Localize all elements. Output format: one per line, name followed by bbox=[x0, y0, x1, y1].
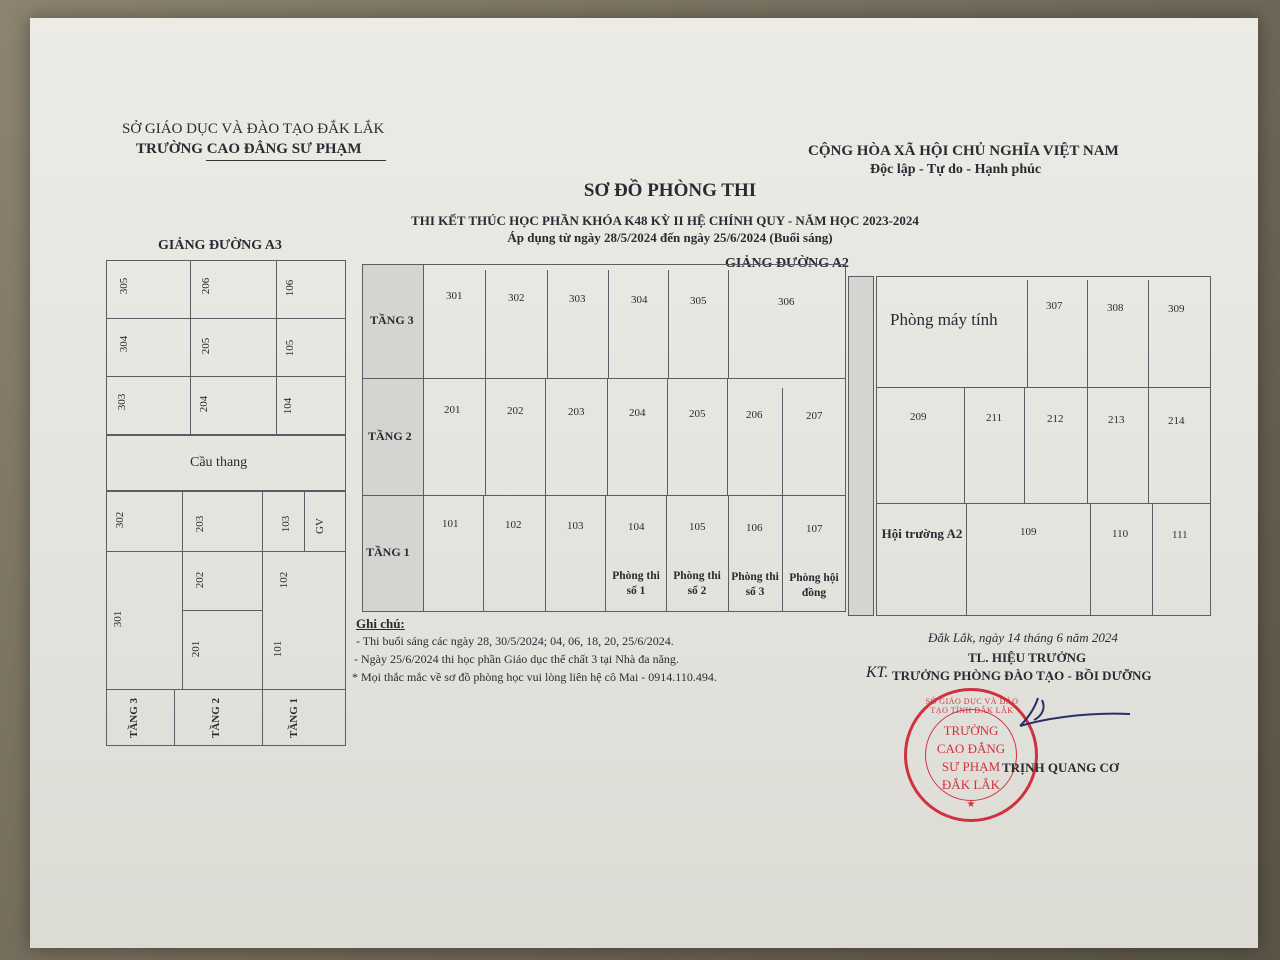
a2-room: 110 bbox=[1112, 528, 1129, 540]
a3-room: 104 bbox=[282, 397, 294, 415]
a2-room: 304 bbox=[631, 294, 648, 306]
department-name: SỞ GIÁO DỤC VÀ ĐÀO TẠO ĐẮK LẮK bbox=[122, 121, 385, 137]
school-underline bbox=[206, 160, 386, 161]
a3-divider bbox=[190, 260, 191, 435]
a2-room: 207 bbox=[806, 410, 823, 422]
a2-divider bbox=[362, 378, 846, 379]
a2-room: 302 bbox=[508, 292, 525, 304]
a2-divider bbox=[605, 495, 606, 612]
a2-room: 206 bbox=[746, 409, 763, 421]
applicable-dates: Áp dụng từ ngày 28/5/2024 đến ngày 25/6/2024 (Buổi sáng) bbox=[507, 230, 833, 245]
a2-room: 211 bbox=[986, 412, 1003, 424]
a2-room: 303 bbox=[569, 293, 586, 305]
a3-room: 203 bbox=[194, 515, 206, 533]
a3-gv: GV bbox=[314, 518, 326, 534]
a3-room: 302 bbox=[114, 511, 126, 529]
a3-divider bbox=[106, 376, 346, 377]
a2-divider bbox=[608, 270, 609, 378]
a2-floor-label: TẦNG 2 bbox=[368, 429, 412, 443]
a2-room: 209 bbox=[910, 411, 927, 423]
republic-title: CỘNG HÒA XÃ HỘI CHỦ NGHĨA VIỆT NAM bbox=[808, 143, 1119, 159]
a2-room: 309 bbox=[1168, 303, 1185, 315]
a3-upper-block bbox=[106, 260, 346, 435]
a3-room: 206 bbox=[200, 277, 212, 295]
a3-title: GIẢNG ĐƯỜNG A3 bbox=[158, 238, 282, 253]
a2-divider bbox=[607, 378, 608, 495]
signer-role: TRƯỞNG PHÒNG ĐÀO TẠO - BỒI DƯỠNG bbox=[892, 668, 1152, 683]
a3-lower-block bbox=[106, 491, 346, 746]
a3-divider bbox=[182, 610, 262, 611]
a2-room: 301 bbox=[446, 290, 463, 302]
a3-room: 101 bbox=[272, 640, 284, 658]
a2-room: 214 bbox=[1168, 415, 1185, 427]
a3-room: 204 bbox=[198, 395, 210, 413]
a2-room: 104 bbox=[628, 521, 645, 533]
a3-floor-label: TẦNG 3 bbox=[128, 697, 140, 739]
a2-divider bbox=[728, 495, 729, 612]
a2-room: 305 bbox=[690, 295, 707, 307]
a2-room: 105 bbox=[689, 521, 706, 533]
motto: Độc lập - Tự do - Hạnh phúc bbox=[870, 162, 1042, 177]
a3-room: 105 bbox=[284, 339, 296, 357]
room-label: Phòng hội đồng bbox=[789, 572, 839, 599]
a2-divider bbox=[728, 270, 729, 378]
a3-room: 205 bbox=[200, 337, 212, 355]
a2-room: 107 bbox=[806, 523, 823, 535]
a2-divider bbox=[667, 378, 668, 495]
school-name: TRƯỜNG CAO ĐẲNG SƯ PHẠM bbox=[136, 141, 362, 157]
a2-divider bbox=[876, 503, 1211, 504]
note-line: * Mọi thắc mắc về sơ đồ phòng học vui lòng liên hệ cô Mai - 0914.110.494. bbox=[352, 670, 717, 684]
a3-divider bbox=[106, 551, 346, 552]
hall-label: Hội trường A2 bbox=[881, 526, 963, 541]
a2-divider bbox=[485, 378, 486, 495]
a2-divider bbox=[483, 495, 484, 612]
a2-divider bbox=[1152, 503, 1153, 616]
a2-room: 212 bbox=[1047, 413, 1064, 425]
signing-date: Đắk Lắk, ngày 14 tháng 6 năm 2024 bbox=[928, 630, 1118, 645]
a2-room: 102 bbox=[505, 519, 522, 531]
a3-divider bbox=[262, 491, 263, 746]
a2-room: 111 bbox=[1172, 529, 1188, 541]
signer-name: TRỊNH QUANG CƠ bbox=[1002, 760, 1120, 775]
room-label: Phòng thi số 3 bbox=[731, 571, 779, 598]
a2-room: 202 bbox=[507, 405, 524, 417]
a2-divider bbox=[485, 270, 486, 378]
a3-divider bbox=[106, 689, 346, 690]
a2-divider bbox=[964, 387, 965, 503]
a2-divider bbox=[1027, 280, 1028, 387]
a3-room: 303 bbox=[116, 393, 128, 411]
a2-divider bbox=[782, 495, 783, 612]
page-title: SƠ ĐỒ PHÒNG THI bbox=[583, 180, 757, 201]
note-line: - Ngày 25/6/2024 thi học phần Giáo dục thể chất 3 tại Nhà đa năng. bbox=[354, 652, 679, 666]
signing-authority: TL. HIỆU TRƯỞNG bbox=[968, 650, 1087, 665]
a2-divider bbox=[727, 378, 728, 495]
stamp-text: TRƯỜNG bbox=[943, 723, 999, 738]
a3-room: 202 bbox=[194, 571, 206, 589]
a3-divider bbox=[182, 491, 183, 689]
a3-room: 106 bbox=[284, 279, 296, 297]
a2-room: 308 bbox=[1107, 302, 1124, 314]
a2-room: 213 bbox=[1108, 414, 1125, 426]
a2-divider bbox=[782, 388, 783, 495]
a2-room: 103 bbox=[567, 520, 584, 532]
a2-divider bbox=[1024, 387, 1025, 503]
computer-lab-label: Phòng máy tính bbox=[890, 310, 998, 329]
a2-divider bbox=[666, 495, 667, 612]
a2-room: 204 bbox=[629, 407, 646, 419]
a3-floor-label: TẦNG 2 bbox=[210, 697, 222, 739]
a2-room: 205 bbox=[689, 408, 706, 420]
a2-divider bbox=[966, 503, 967, 616]
a2-divider bbox=[1148, 280, 1149, 387]
stairs-label: Cầu thang bbox=[190, 455, 248, 470]
a2-floor-label: TẦNG 1 bbox=[366, 545, 410, 559]
a2-divider bbox=[1087, 387, 1088, 503]
a2-divider bbox=[876, 387, 1211, 388]
a2-floor-label: TẦNG 3 bbox=[370, 313, 414, 327]
a2-corridor bbox=[848, 276, 874, 616]
stamp-text: CAO ĐẲNG bbox=[936, 741, 1006, 756]
a2-room: 201 bbox=[444, 404, 461, 416]
a2-room: 109 bbox=[1020, 526, 1037, 538]
notes-title: Ghi chú: bbox=[356, 616, 405, 631]
a3-divider bbox=[276, 260, 277, 435]
a3-floor-label: TẦNG 1 bbox=[288, 697, 300, 739]
a3-divider bbox=[106, 318, 346, 319]
a2-divider bbox=[668, 270, 669, 378]
a3-divider bbox=[304, 491, 305, 551]
a2-room: 307 bbox=[1046, 300, 1063, 312]
a2-room: 203 bbox=[568, 406, 585, 418]
signature-scribble bbox=[990, 690, 1140, 750]
a3-room: 201 bbox=[190, 640, 202, 658]
a2-divider bbox=[545, 378, 546, 495]
a2-divider bbox=[1090, 503, 1091, 616]
a2-room: 101 bbox=[442, 518, 459, 530]
a3-room: 102 bbox=[278, 571, 290, 589]
a2-room: 106 bbox=[746, 522, 763, 534]
a2-divider bbox=[1148, 387, 1149, 503]
a2-divider bbox=[547, 270, 548, 378]
stamp-star: ★ bbox=[966, 799, 976, 810]
a3-room: 305 bbox=[118, 277, 130, 295]
a3-room: 304 bbox=[118, 335, 130, 353]
a2-divider bbox=[1087, 280, 1088, 387]
a2-divider bbox=[545, 495, 546, 612]
stamp-text: SƯ PHẠM bbox=[941, 759, 1001, 774]
stamp-ring-text: SỞ GIÁO DỤC VÀ ĐÀO TẠO TỈNH ĐẮK LẮK bbox=[925, 697, 1019, 715]
stamp-text: ĐẮK LẮK bbox=[941, 777, 1001, 792]
a2-divider bbox=[362, 495, 846, 496]
a2-main-block bbox=[362, 264, 846, 612]
a2-title: GIẢNG ĐƯỜNG A2 bbox=[725, 256, 849, 271]
a3-room: 301 bbox=[112, 610, 124, 628]
a3-room: 103 bbox=[280, 515, 292, 533]
kt-handwritten: KT. bbox=[866, 664, 889, 681]
subtitle: THI KẾT THÚC HỌC PHẦN KHÓA K48 KỲ II HỆ CHÍNH QUY - NĂM HỌC 2023-2024 bbox=[411, 213, 919, 228]
room-label: Phòng thi số 2 bbox=[673, 570, 721, 597]
room-label: Phòng thi số 1 bbox=[612, 570, 660, 597]
a3-divider bbox=[174, 689, 175, 746]
note-line: - Thi buổi sáng các ngày 28, 30/5/2024; 04, 06, 18, 20, 25/6/2024. bbox=[356, 634, 674, 648]
a2-room: 306 bbox=[778, 296, 795, 308]
